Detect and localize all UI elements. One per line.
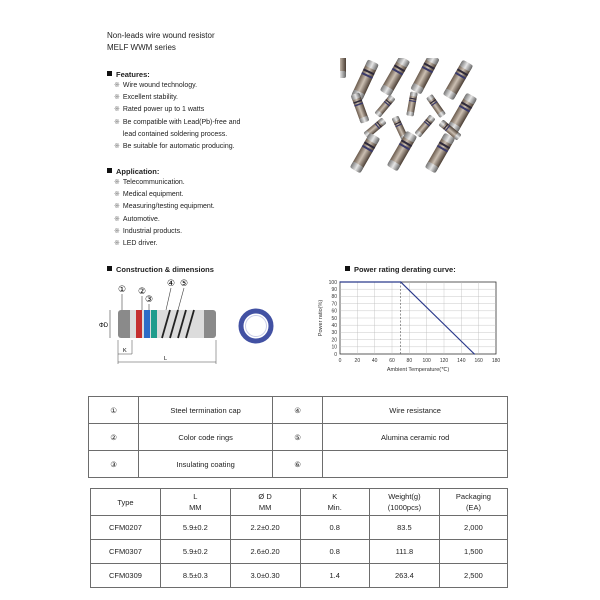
- table-cell: Color code rings: [139, 424, 273, 451]
- column-header-text: (EA): [465, 503, 481, 512]
- feature-item: [114, 117, 240, 129]
- derating-chart: [310, 274, 510, 378]
- column-header-text: Weight(g): [388, 492, 421, 501]
- reference-mark-icon: ※: [114, 118, 120, 126]
- header-row: [91, 489, 508, 516]
- reference-mark-icon: ※: [114, 94, 120, 102]
- column-header: [91, 489, 161, 516]
- column-header-text: K: [332, 492, 338, 501]
- callout-3: ③: [145, 295, 154, 305]
- derating-heading: Power rating derating curve:: [345, 265, 456, 274]
- y-axis-label: Power ratio(%): [318, 299, 324, 337]
- feature-item-text: Rated power up to 1 watts: [122, 106, 205, 114]
- application-item: [114, 201, 215, 213]
- construction-diagram: [96, 278, 316, 370]
- y-tick-label: 10: [331, 344, 337, 351]
- title-line-1: Non-leads wire wound resistor: [107, 31, 215, 40]
- column-header-text: Type: [117, 497, 134, 507]
- callout-2: ②: [138, 287, 147, 297]
- application-item: [114, 214, 215, 226]
- reference-mark-icon: ※: [114, 143, 120, 151]
- feature-item: [114, 104, 240, 116]
- column-header: [230, 489, 300, 516]
- application-item: [114, 189, 215, 201]
- construction-heading: Construction & dimensions: [107, 265, 214, 274]
- y-tick-label: 90: [331, 287, 337, 293]
- reference-mark-icon: ※: [114, 203, 120, 211]
- table-row: [91, 516, 508, 540]
- table-cell: 8.5±0.3: [160, 564, 230, 588]
- table-row: [89, 424, 508, 451]
- table-cell: ⑥: [272, 451, 322, 478]
- table-cell: CFM0307: [91, 540, 161, 564]
- application-item-text: Automotive.: [122, 215, 160, 223]
- feature-item: [114, 129, 240, 141]
- table-cell: 2,500: [439, 564, 507, 588]
- y-tick-label: 80: [331, 294, 337, 301]
- column-header-text: MM: [258, 503, 272, 512]
- column-header-text: Min.: [327, 503, 342, 512]
- column-header: [160, 489, 230, 516]
- column-header-text: MM: [189, 503, 202, 512]
- reference-mark-icon: ※: [114, 227, 120, 235]
- column-header: [369, 489, 439, 516]
- table-cell: Wire resistance: [323, 397, 508, 424]
- application-item-text: Telecommunication.: [122, 179, 185, 186]
- table-cell: 2.6±0.20: [230, 540, 300, 564]
- feature-item-text: Wire wound technology.: [122, 82, 198, 89]
- features-heading: Features:: [107, 70, 150, 79]
- feature-item-text: Be compatible with Lead(Pb)-free and: [122, 118, 241, 126]
- table-cell: CFM0309: [91, 564, 161, 588]
- application-item: [114, 226, 215, 238]
- x-axis-label: Ambient Temperature(℃): [386, 367, 450, 373]
- table-cell: ④: [272, 397, 322, 424]
- table-cell: 5.9±0.2: [160, 516, 230, 540]
- table-cell: ③: [89, 451, 139, 478]
- table-cell: 5.9±0.2: [160, 540, 230, 564]
- dimension-k-label: K: [123, 348, 127, 354]
- y-tick-label: 100: [328, 279, 337, 286]
- table-cell: 3.0±0.30: [230, 564, 300, 588]
- bullet-square-icon: [107, 168, 112, 173]
- feature-item: [114, 92, 240, 104]
- reference-mark-icon: ※: [114, 240, 120, 248]
- table-cell: ①: [89, 397, 139, 424]
- application-list: [114, 177, 215, 250]
- x-tick-label: 100: [422, 358, 431, 364]
- table-cell: 0.8: [300, 516, 369, 540]
- application-item-text: LED driver.: [122, 240, 158, 248]
- column-header-text: L: [193, 492, 198, 501]
- table-cell: Insulating coating: [139, 451, 273, 478]
- feature-item-text: Excellent stability.: [122, 94, 178, 102]
- x-tick-label: 180: [491, 358, 501, 364]
- table-row: [91, 540, 508, 564]
- reference-mark-icon: ※: [114, 191, 120, 199]
- x-tick-label: 20: [354, 358, 361, 364]
- callout-1: ①: [118, 285, 127, 295]
- feature-item: [114, 80, 240, 92]
- x-tick-label: 40: [371, 358, 378, 364]
- x-tick-label: 120: [439, 358, 449, 364]
- bullet-square-icon: [107, 71, 112, 76]
- application-item: [114, 177, 215, 189]
- application-item-text: Measuring/testing equipment.: [122, 203, 215, 211]
- table-cell: 83.5: [369, 516, 439, 540]
- reference-mark-icon: ※: [114, 106, 120, 114]
- column-header-text: Ø D: [258, 492, 272, 501]
- table-cell: 0.8: [300, 540, 369, 564]
- bullet-square-icon: [345, 266, 350, 271]
- spec-table: [90, 488, 508, 588]
- x-tick-label: 140: [457, 358, 466, 364]
- feature-item-text: Be suitable for automatic producing.: [122, 143, 235, 151]
- features-list: [114, 80, 240, 153]
- feature-item: [114, 141, 240, 153]
- callout-4: ④: [167, 279, 176, 289]
- column-header: [439, 489, 507, 516]
- dimension-d-label: ΦD: [99, 323, 109, 329]
- table-row: [89, 451, 508, 478]
- y-tick-label: 70: [331, 301, 337, 308]
- application-heading: Application:: [107, 167, 159, 176]
- y-tick-label: 20: [331, 337, 337, 344]
- table-cell: 2.2±0.20: [230, 516, 300, 540]
- x-tick-label: 0: [338, 358, 342, 364]
- callout-5: ⑤: [180, 279, 189, 289]
- column-header: [300, 489, 369, 516]
- x-tick-label: 160: [474, 358, 483, 364]
- table-cell: ②: [89, 424, 139, 451]
- application-item-text: Medical equipment.: [122, 191, 184, 199]
- table-cell: ⑤: [272, 424, 322, 451]
- parts-table: [88, 396, 508, 478]
- y-tick-label: 50: [331, 315, 337, 322]
- table-cell: 111.8: [369, 540, 439, 564]
- title-line-2: MELF WWM series: [107, 43, 176, 52]
- y-tick-label: 40: [331, 323, 337, 329]
- table-cell: 2,000: [439, 516, 507, 540]
- series-point: [400, 281, 401, 282]
- table-cell: CFM0207: [91, 516, 161, 540]
- column-header-text: (1000pcs): [387, 503, 422, 512]
- product-photo: [340, 58, 490, 173]
- table-cell: [323, 451, 508, 478]
- reference-mark-icon: ※: [114, 179, 120, 186]
- series-point: [474, 353, 475, 354]
- application-item: [114, 238, 215, 250]
- bullet-square-icon: [107, 266, 112, 271]
- y-tick-label: 60: [331, 308, 337, 315]
- dimension-l-label: L: [164, 356, 168, 362]
- application-item-text: Industrial products.: [122, 227, 183, 235]
- table-cell: 1,500: [439, 540, 507, 564]
- table-row: [89, 397, 508, 424]
- table-cell: Alumina ceramic rod: [323, 424, 508, 451]
- feature-item-text: lead contained soldering process.: [122, 130, 228, 138]
- table-row: [91, 564, 508, 588]
- table-cell: 1.4: [300, 564, 369, 588]
- y-tick-label: 0: [334, 351, 337, 358]
- table-cell: 263.4: [369, 564, 439, 588]
- x-tick-label: 60: [389, 358, 395, 364]
- table-cell: Steel termination cap: [139, 397, 273, 424]
- x-tick-label: 80: [406, 358, 413, 364]
- series-point: [339, 281, 340, 282]
- reference-mark-icon: ※: [114, 215, 120, 223]
- column-header-text: Packaging: [455, 492, 491, 501]
- y-tick-label: 30: [331, 330, 337, 337]
- reference-mark-icon: ※: [114, 82, 120, 89]
